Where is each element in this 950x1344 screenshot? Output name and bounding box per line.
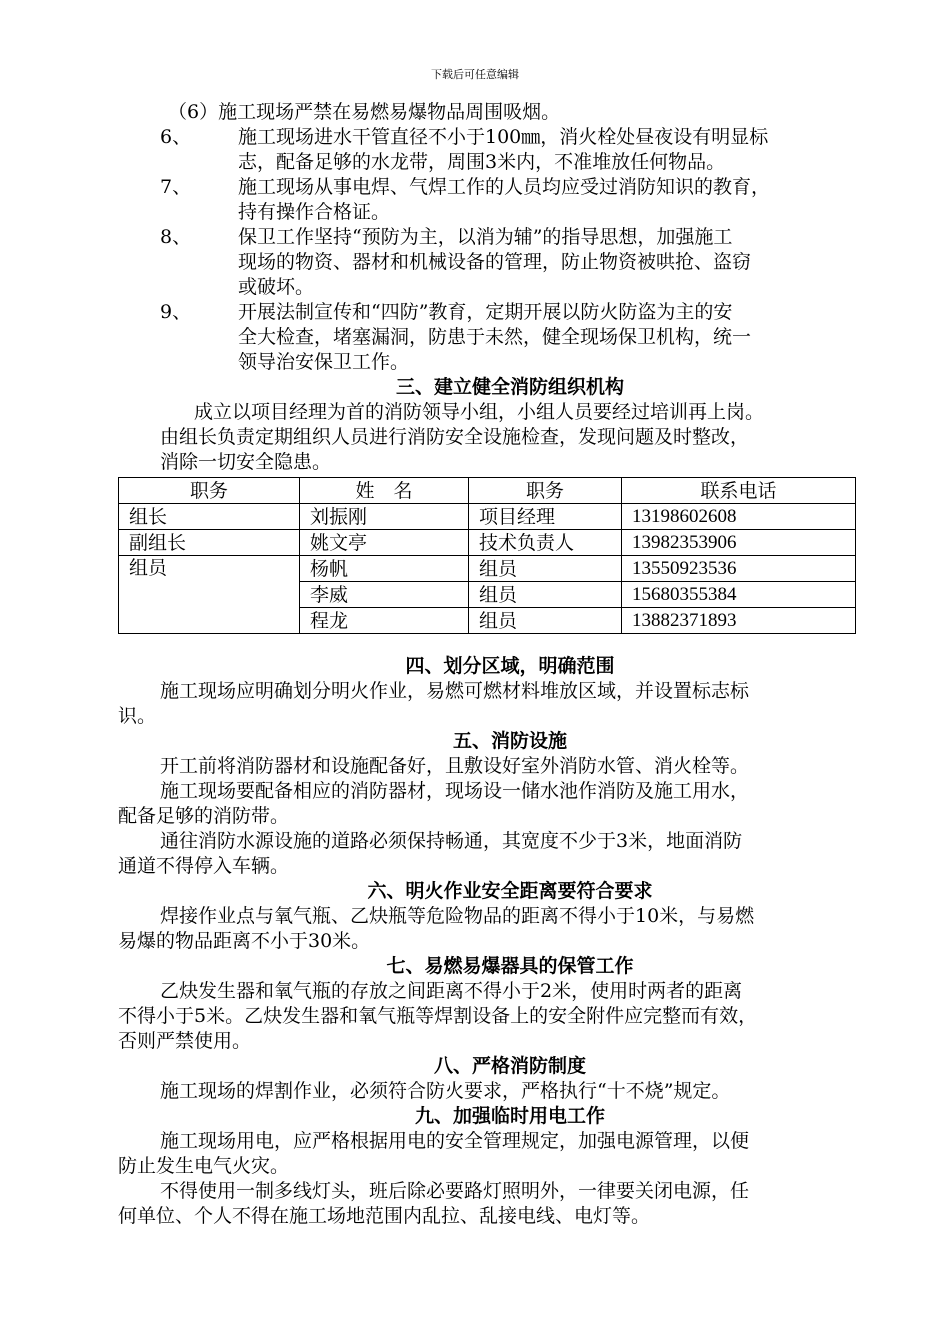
numbered-item-6 [160, 125, 860, 175]
title-cell: 组员 [469, 608, 622, 634]
section-line: 开工前将消防器材和设施配备好，且敷设好室外消防水管、消火栓等。 [160, 755, 750, 777]
table-row [119, 556, 856, 582]
phone-cell: 13882371893 [622, 608, 856, 634]
document-body [118, 100, 860, 1229]
table-header-cell: 职务 [469, 478, 622, 504]
section-line: 施工现场的焊割作业，必须符合防火要求，严格执行“十不烧”规定。 [160, 1080, 731, 1102]
title-cell: 项目经理 [469, 504, 622, 530]
section-line: 不得使用一制多线灯头，班后除必要路灯照明外，一律要关闭电源，任 [160, 1180, 750, 1202]
table-header-cell: 联系电话 [622, 478, 856, 504]
item-line: 领导治安保卫工作。 [238, 351, 410, 373]
role-cell: 组长 [119, 504, 300, 530]
phone-cell: 13198602608 [622, 504, 856, 530]
item-line: 志，配备足够的水龙带，周围3米内，不准堆放任何物品。 [238, 151, 726, 173]
section-line: 由组长负责定期组织人员进行消防安全设施检查，发现问题及时整改， [160, 426, 750, 448]
section-heading: 五、消防设施 [452, 730, 567, 752]
section-heading: 六、明火作业安全距离要符合要求 [367, 880, 653, 902]
section-line: 不得小于5米。乙炔发生器和氧气瓶等焊割设备上的安全附件应完整而有效， [118, 1005, 758, 1027]
item-line: 现场的物资、器材和机械设备的管理，防止物资被哄抢、盗窃 [238, 251, 752, 273]
page-header-note: 下载后可任意编辑 [431, 68, 519, 81]
item-line: 保卫工作坚持“预防为主，以消为辅”的指导思想，加强施工 [238, 226, 733, 248]
title-cell: 组员 [469, 556, 622, 582]
table-row [119, 504, 856, 530]
phone-cell: 13550923536 [622, 556, 856, 582]
section-line: 通往消防水源设施的道路必须保持畅通，其宽度不少于3米，地面消防 [160, 830, 743, 852]
section-line: 防止发生电气火灾。 [118, 1155, 290, 1177]
name-cell: 刘振刚 [300, 504, 469, 530]
intro-item: （6）施工现场严禁在易燃易爆物品周围吸烟。 [168, 101, 561, 123]
phone-cell: 15680355384 [622, 582, 856, 608]
name-cell: 李威 [300, 582, 469, 608]
section-line: 乙炔发生器和氧气瓶的存放之间距离不得小于2米，使用时两者的距离 [160, 980, 743, 1002]
name-cell: 杨帆 [300, 556, 469, 582]
section-heading: 八、严格消防制度 [433, 1055, 586, 1077]
name-cell: 程龙 [300, 608, 469, 634]
numbered-item-9 [160, 300, 860, 375]
item-line: 开展法制宣传和“四防”教育，定期开展以防火防盗为主的安 [238, 301, 733, 323]
item-number: 6、 [160, 126, 192, 148]
title-cell: 组员 [469, 582, 622, 608]
section-line: 施工现场要配备相应的消防器材，现场设一储水池作消防及施工用水， [160, 780, 750, 802]
section-heading: 九、加强临时用电工作 [414, 1105, 605, 1127]
role-cell: 副组长 [119, 530, 300, 556]
table-row [119, 530, 856, 556]
item-line: 持有操作合格证。 [238, 201, 391, 223]
section-line: 否则严禁使用。 [118, 1030, 252, 1052]
section-heading: 七、易燃易爆器具的保管工作 [386, 955, 634, 977]
section-line: 焊接作业点与氧气瓶、乙炔瓶等危险物品的距离不得小于10米，与易燃 [160, 905, 755, 927]
item-number: 8、 [160, 226, 192, 248]
numbered-item-7 [160, 175, 860, 225]
phone-cell: 13982353906 [622, 530, 856, 556]
section-line: 何单位、个人不得在施工场地范围内乱拉、乱接电线、电灯等。 [118, 1205, 651, 1227]
table-header-cell: 姓 名 [300, 478, 469, 504]
title-cell: 技术负责人 [469, 530, 622, 556]
numbered-item-8 [160, 225, 860, 300]
section-line: 易爆的物品距离不小于30米。 [118, 930, 371, 952]
section-line: 配备足够的消防带。 [118, 805, 290, 827]
item-number: 9、 [160, 301, 192, 323]
name-cell: 姚文亭 [300, 530, 469, 556]
table-header-row [119, 478, 856, 504]
item-line: 施工现场从事电焊、气焊工作的人员均应受过消防知识的教育， [238, 176, 771, 198]
item-line: 全大检查，堵塞漏洞，防患于未然，健全现场保卫机构，统一 [238, 326, 752, 348]
table-header-cell: 职务 [119, 478, 300, 504]
fire-team-roster-table [118, 477, 856, 634]
item-number: 7、 [160, 176, 192, 198]
role-cell: 组员 [119, 556, 300, 634]
item-line: 施工现场进水干管直径不小于100㎜，消火栓处昼夜设有明显标 [238, 126, 769, 148]
section-line: 识。 [118, 705, 157, 727]
section-line: 通道不得停入车辆。 [118, 855, 290, 877]
section-heading: 三、建立健全消防组织机构 [395, 376, 624, 398]
item-line: 或破坏。 [238, 276, 315, 298]
section-line: 施工现场用电，应严格根据用电的安全管理规定，加强电源管理，以便 [160, 1130, 750, 1152]
section-line: 成立以项目经理为首的消防领导小组，小组人员要经过培训再上岗。 [156, 401, 765, 423]
section-heading: 四、划分区域，明确范围 [405, 655, 615, 677]
section-line: 施工现场应明确划分明火作业，易燃可燃材料堆放区域，并设置标志标 [160, 680, 750, 702]
section-line: 消除一切安全隐患。 [160, 451, 332, 473]
